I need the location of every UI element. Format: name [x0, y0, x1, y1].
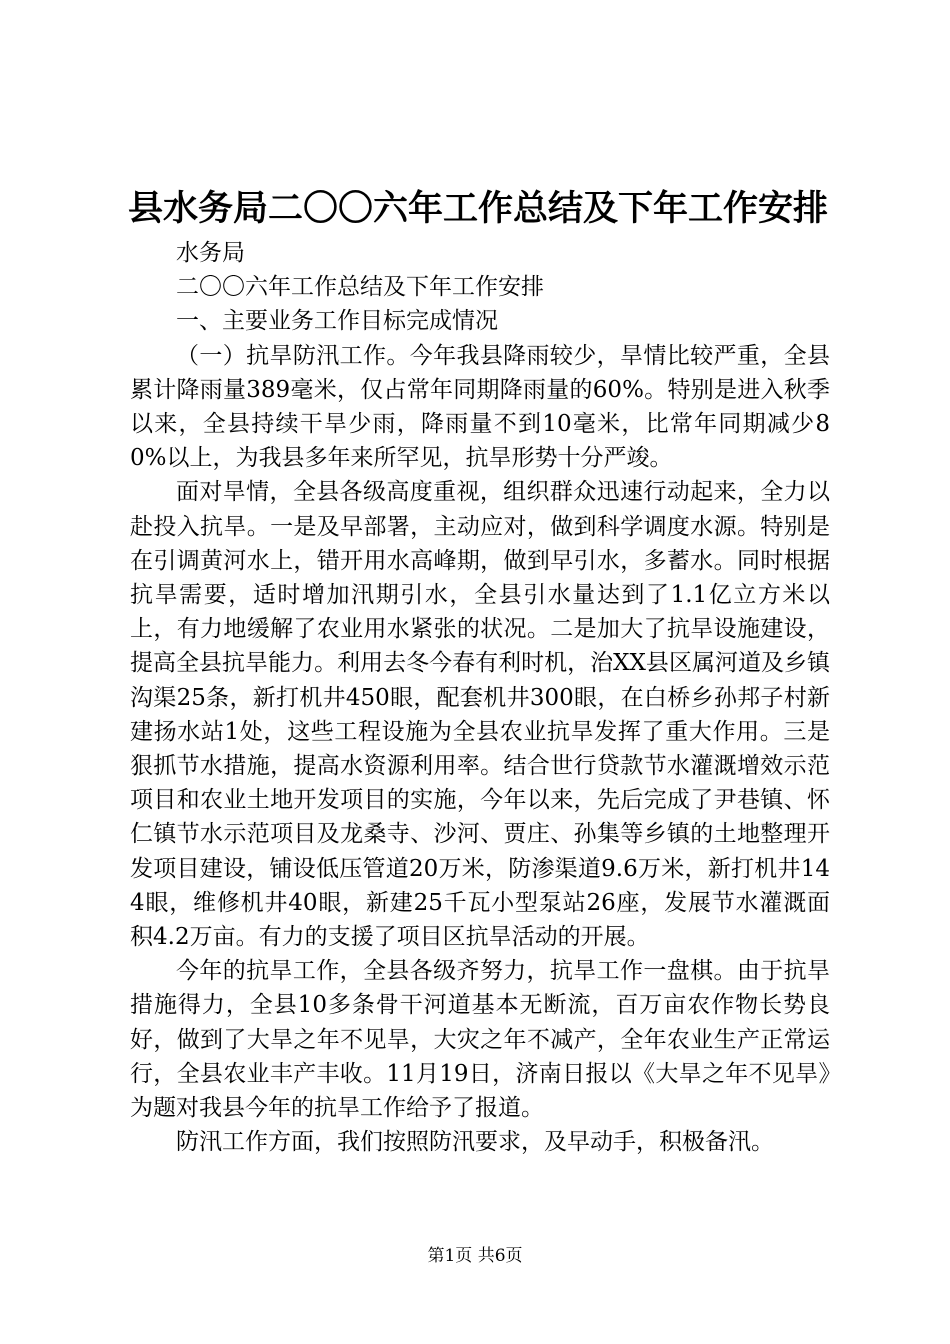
- paragraph-subtitle: 二〇〇六年工作总结及下年工作安排: [176, 274, 544, 301]
- paragraph-flood-control: 防汛工作方面，我们按照防汛要求，及早动手，积极备汛。: [176, 1129, 774, 1156]
- paragraph-org: 水务局: [176, 240, 245, 266]
- page-number: 第1页 共6页: [427, 1246, 523, 1266]
- document-body: [130, 236, 830, 1159]
- document-title: 县水务局二〇〇六年工作总结及下年工作安排: [128, 189, 829, 229]
- paragraph-drought-results: 今年的抗旱工作，全县各级齐努力，抗旱工作一盘棋。由于抗旱措施得力，全县10多条骨干河道基本无断流，百万亩农作物长势良好，做到了大旱之年不见旱，大灾之年不减产，全年农业生产正常运行，全县农业丰产丰收。11月19日，济南日报以《大旱之年不见旱》为题对我县今年的抗旱工作给予了报道。: [130, 958, 830, 1122]
- paragraph-drought-measures: 面对旱情，全县各级高度重视，组织群众迅速行动起来，全力以赴投入抗旱。一是及早部署，主动应对，做到科学调度水源。特别是在引调黄河水上，错开用水高峰期，做到早引水，多蓄水。同时根据抗旱需要，适时增加汛期引水，全县引水量达到了1.1亿立方米以上，有力地缓解了农业用水紧张的状况。二是加大了抗旱设施建设，提高全县抗旱能力。利用去冬今春有利时机，治XX县区属河道及乡镇沟渠25条，新打机井450眼，配套机井300眼，在白桥乡孙邦子村新建扬水站1处，这些工程设施为全县农业抗旱发挥了重大作用。三是狠抓节水措施，提高水资源利用率。结合世行贷款节水灌溉增效示范项目和农业土地开发项目的实施，今年以来，先后完成了尹巷镇、怀仁镇节水示范项目及龙桑寺、沙河、贾庄、孙集等乡镇的土地整理开发项目建设，铺设低压管道20万米，防渗渠道9.6万米，新打机井144眼，维修机井40眼，新建25千瓦小型泵站26座，发展节水灌溉面积4.2万亩。有力的支援了项目区抗旱活动的开展。: [130, 479, 830, 951]
- paragraph-section-heading: 一、主要业务工作目标完成情况: [176, 308, 498, 335]
- paragraph-drought-overview: （一）抗旱防汛工作。今年我县降雨较少，旱情比较严重，全县累计降雨量389毫米，仅占常年同期降雨量的60%。特别是进入秋季以来，全县持续干旱少雨，降雨量不到10毫米，比常年同期减少80%以上，为我县多年来所罕见，抗旱形势十分严竣。: [130, 342, 830, 472]
